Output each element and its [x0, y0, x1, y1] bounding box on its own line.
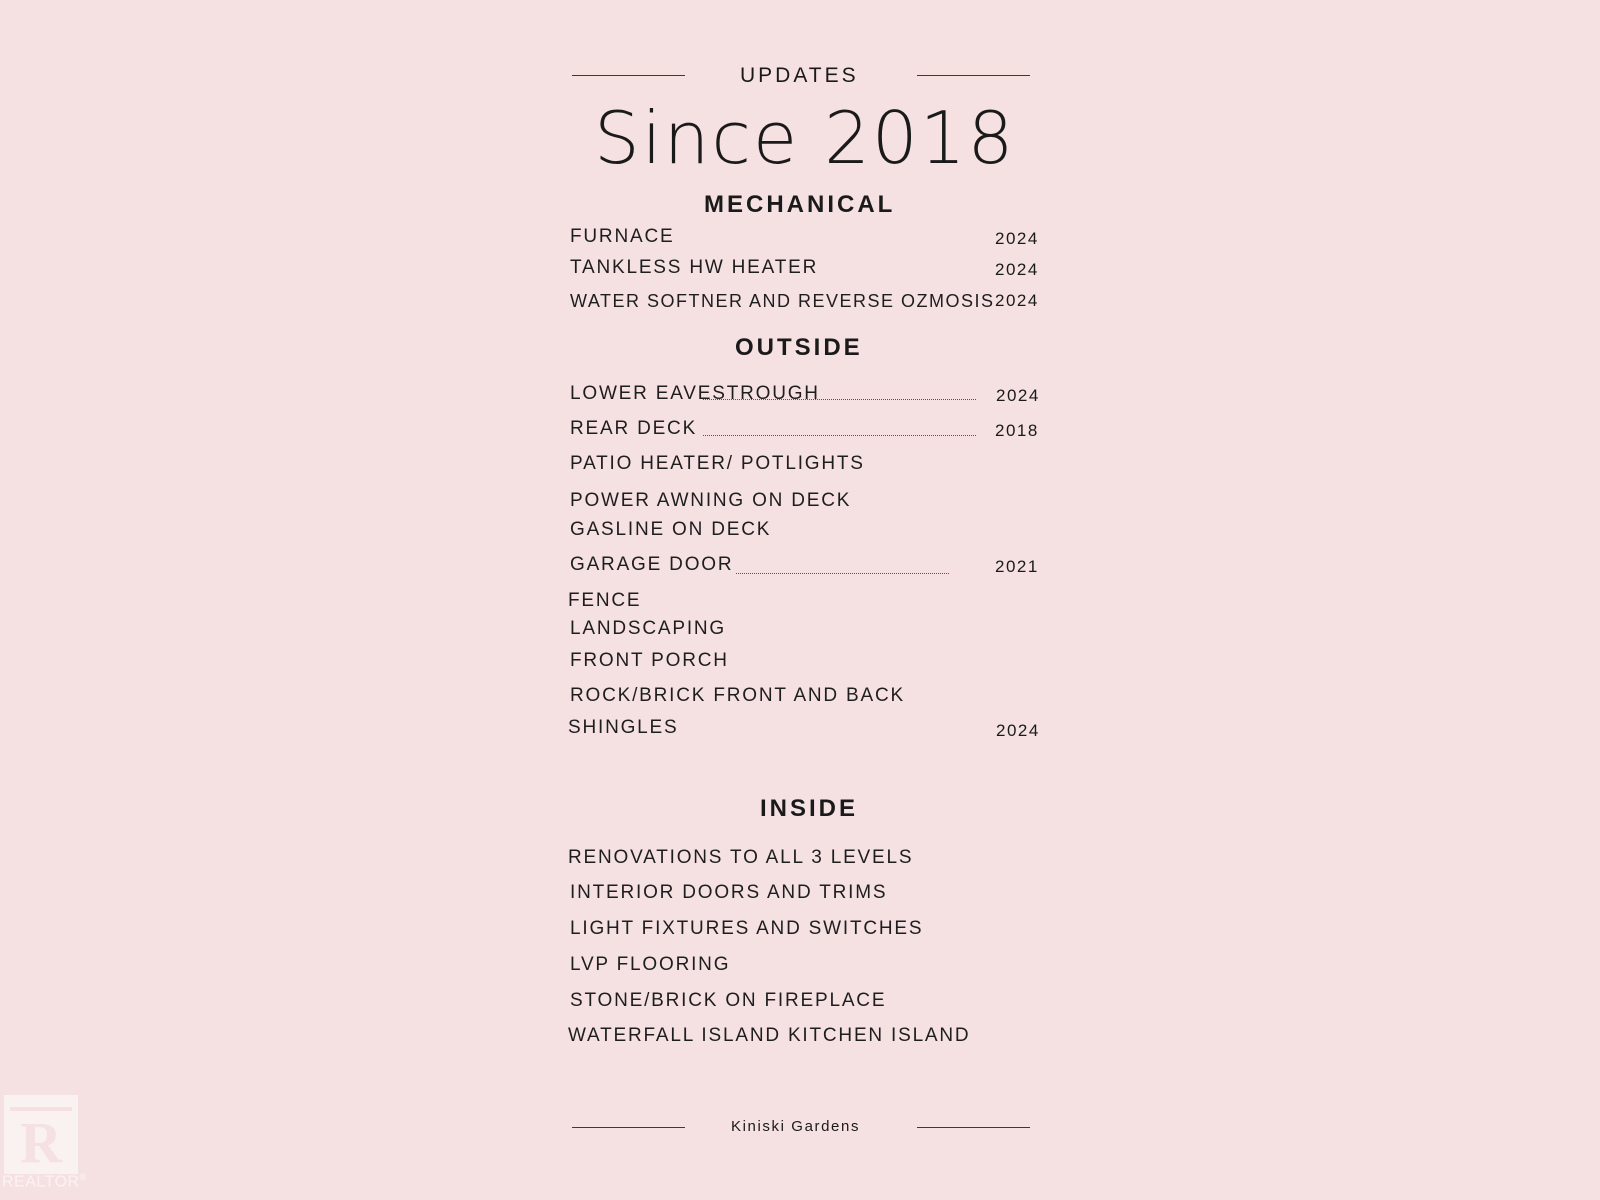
logo-letter: R [20, 1110, 62, 1175]
header-kicker: UPDATES [740, 64, 859, 87]
list-item: STONE/BRICK ON FIREPLACE [570, 990, 887, 1011]
list-item: GARAGE DOOR [570, 554, 734, 575]
list-item: ROCK/BRICK FRONT AND BACK [570, 685, 905, 706]
section-heading-inside: INSIDE [760, 795, 859, 822]
list-item: POWER AWNING ON DECK [570, 490, 852, 511]
dotted-leader [703, 399, 976, 400]
list-item: RENOVATIONS TO ALL 3 LEVELS [568, 847, 914, 868]
item-year: 2024 [995, 260, 1039, 279]
item-year: 2018 [995, 421, 1039, 440]
realtor-wordmark: REALTOR® [2, 1172, 87, 1191]
dotted-leader [736, 573, 949, 574]
header-rule-left [572, 75, 685, 76]
list-item: FRONT PORCH [570, 650, 729, 671]
section-heading-outside: OUTSIDE [735, 334, 863, 361]
item-year: 2024 [995, 229, 1039, 248]
list-item: GASLINE ON DECK [570, 519, 772, 540]
list-item: WATERFALL ISLAND KITCHEN ISLAND [568, 1025, 971, 1046]
list-item: LVP FLOORING [570, 954, 731, 975]
item-year: 2024 [996, 721, 1040, 740]
footer-rule-right [917, 1127, 1030, 1128]
list-item: WATER SOFTNER AND REVERSE OZMOSIS [570, 291, 995, 311]
list-item: PATIO HEATER/ POTLIGHTS [570, 453, 865, 474]
item-year: 2021 [995, 557, 1039, 576]
list-item: SHINGLES [568, 717, 679, 738]
list-item: REAR DECK [570, 418, 698, 439]
item-year: 2024 [995, 291, 1039, 310]
footer-text: Kiniski Gardens [731, 1118, 861, 1135]
footer-rule-left [572, 1127, 685, 1128]
header-rule-right [917, 75, 1030, 76]
section-heading-mechanical: MECHANICAL [704, 191, 896, 218]
list-item: FURNACE [570, 226, 675, 247]
list-item: LOWER EAVESTROUGH [570, 383, 820, 404]
list-item: INTERIOR DOORS AND TRIMS [570, 882, 888, 903]
list-item: TANKLESS HW HEATER [570, 257, 819, 278]
list-item: LIGHT FIXTURES AND SWITCHES [570, 918, 924, 939]
page-title: Since 2018 [594, 96, 1016, 180]
dotted-leader [703, 435, 976, 436]
realtor-logo [4, 1095, 78, 1174]
list-item: LANDSCAPING [570, 618, 727, 639]
list-item: FENCE [568, 590, 642, 611]
item-year: 2024 [996, 386, 1040, 405]
